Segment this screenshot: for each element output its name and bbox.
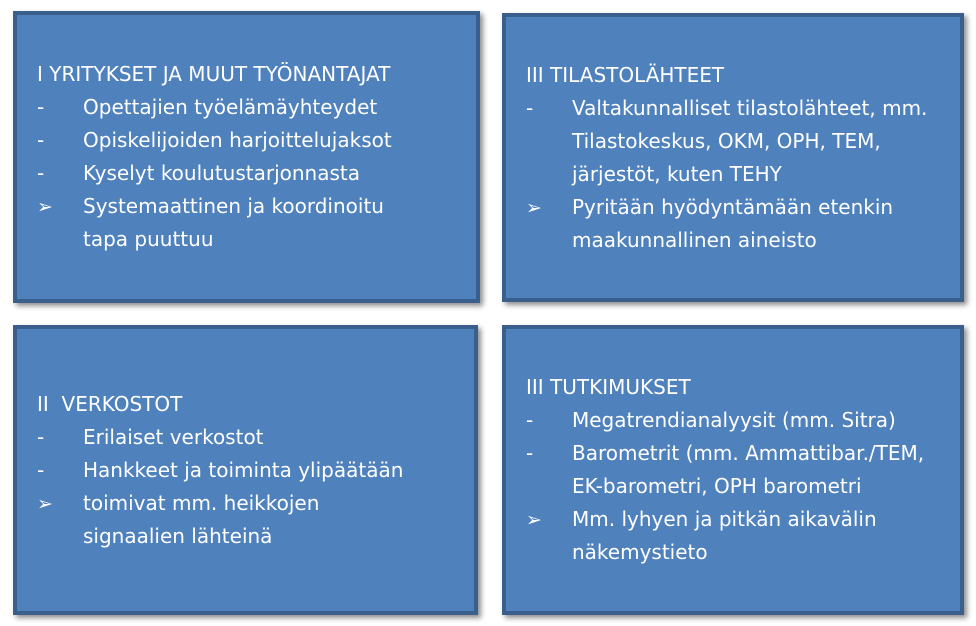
item-text: Barometrit (mm. Ammattibar./TEM, EK-barometri, OPH barometri: [572, 441, 925, 498]
list-item: [37, 91, 462, 124]
list-item: [526, 404, 946, 437]
item-text: Hankkeet ja toiminta ylipäätään: [83, 457, 404, 482]
dash-marker-icon: [37, 454, 83, 487]
item-text: Erilaiset verkostot: [83, 424, 264, 449]
item-list: [526, 404, 946, 569]
arrow-bullet-icon: [37, 487, 83, 521]
list-item: [526, 191, 946, 257]
arrow-bullet-icon: [37, 190, 83, 224]
arrow-bullet-icon: [526, 503, 572, 537]
item-text: Kyselyt koulutustarjonnasta: [83, 161, 361, 185]
list-item: [37, 190, 462, 256]
dash-marker-icon: [526, 437, 572, 470]
box-title: III TILASTOLÄHTEET: [526, 62, 725, 87]
arrow-bullet-icon: [526, 191, 572, 225]
dash-marker-icon: [526, 92, 572, 125]
item-text: Megatrendianalyysit (mm. Sitra): [572, 408, 896, 432]
box-title: III TUTKIMUKSET: [526, 375, 691, 399]
list-item: [526, 503, 946, 569]
box-title: I YRITYKSET JA MUUT TYÖNANTAJAT: [37, 62, 391, 86]
item-list: [526, 92, 946, 257]
list-item: [37, 157, 462, 190]
box-employers: [13, 11, 480, 303]
box-title: II VERKOSTOT: [37, 391, 183, 416]
item-text: toimivat mm. heikkojen signaalien lähteinä: [83, 490, 320, 548]
item-text: Valtakunnalliset tilastolähteet, mm. Tilastokeskus, OKM, OPH, TEM, järjestöt, kuten TEHY: [572, 95, 928, 186]
item-list: [37, 91, 462, 256]
box-research: [502, 325, 964, 615]
item-text: Opiskelijoiden harjoittelujaksot: [83, 128, 392, 152]
box-networks: [13, 325, 478, 615]
dash-marker-icon: [37, 124, 83, 157]
dash-marker-icon: [37, 91, 83, 124]
dash-marker-icon: [526, 404, 572, 437]
item-text: Mm. lyhyen ja pitkän aikavälin näkemystieto: [572, 507, 877, 564]
dash-marker-icon: [37, 157, 83, 190]
item-text: Systemaattinen ja koordinoitu tapa puuttuu: [83, 194, 384, 251]
list-item: [37, 454, 460, 487]
list-item: [526, 92, 946, 191]
box-statistics-sources: [502, 13, 964, 302]
list-item: [37, 421, 460, 454]
list-item: [37, 487, 460, 553]
item-list: [37, 421, 460, 553]
dash-marker-icon: [37, 421, 83, 454]
item-text: Pyritään hyödyntämään etenkin maakunnallinen aineisto: [572, 194, 894, 252]
item-text: Opettajien työelämäyhteydet: [83, 95, 378, 119]
list-item: [526, 437, 946, 503]
list-item: [37, 124, 462, 157]
